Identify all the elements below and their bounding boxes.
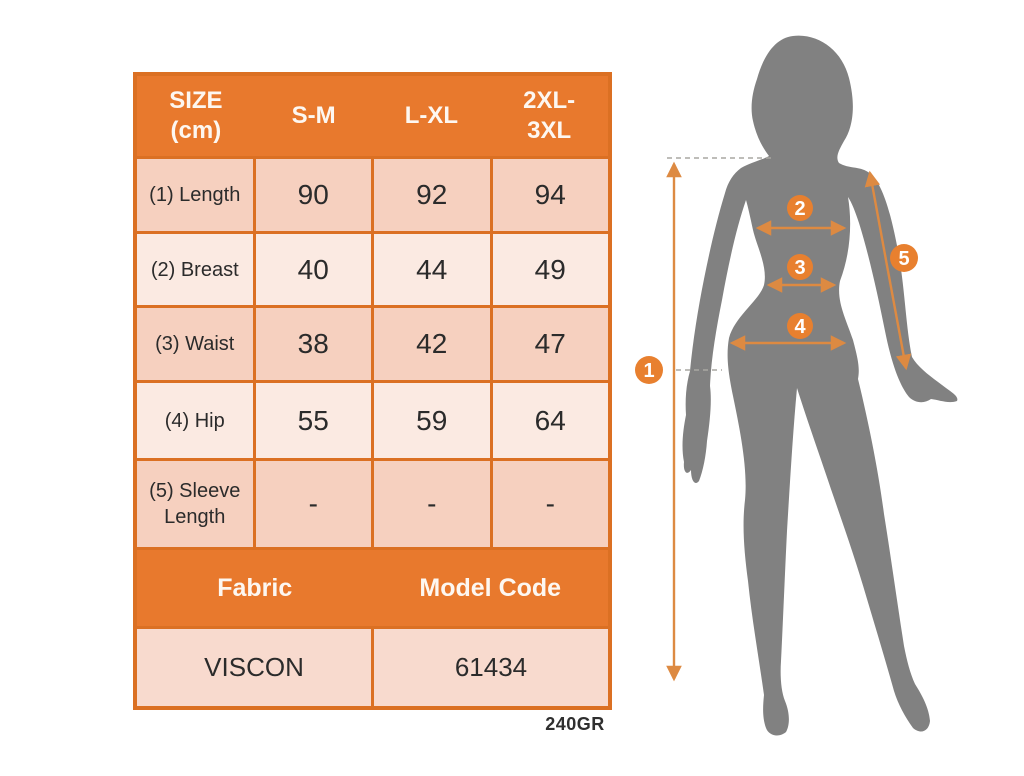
weight-note: 240GR	[545, 714, 605, 734]
row-label-breast: (2) Breast	[137, 234, 253, 305]
measure-marker-4	[787, 313, 813, 339]
svg-text:2: 2	[794, 198, 806, 221]
body-silhouette	[683, 36, 958, 736]
measurement-value: 59	[374, 383, 490, 458]
model-code-header-label: Model Code	[419, 573, 562, 602]
measure-marker-5	[890, 244, 918, 272]
measurement-value: -	[256, 461, 372, 547]
measure-marker-1	[635, 356, 663, 384]
row-label-hip: (4) Hip	[137, 383, 253, 458]
fabric-value: VISCON	[137, 629, 371, 706]
col-header-size: SIZE (cm)	[169, 87, 223, 144]
row-label-sleeve-length: (5) Sleeve Length	[137, 461, 253, 547]
table-header-row	[137, 76, 608, 156]
measurement-value: 42	[374, 308, 490, 380]
svg-text:1: 1	[643, 360, 655, 383]
col-header-sm: S-M	[291, 102, 336, 129]
measurement-value: 92	[374, 159, 490, 231]
measurement-value: 90	[256, 159, 372, 231]
table-footer-header-row	[137, 550, 608, 626]
model-code-value: 61434	[374, 629, 608, 706]
measurement-value: -	[493, 461, 609, 547]
size-table	[133, 72, 612, 710]
col-header-lxl: L-XL	[404, 102, 459, 129]
measurement-value: 47	[493, 308, 609, 380]
fabric-header-label: Fabric	[217, 573, 293, 602]
svg-text:4: 4	[794, 316, 806, 339]
row-label-waist: (3) Waist	[137, 308, 253, 380]
measurement-value: 38	[256, 308, 372, 380]
measurement-value: 44	[374, 234, 490, 305]
row-label-length: (1) Length	[137, 159, 253, 231]
measurement-value: 55	[256, 383, 372, 458]
measure-marker-3	[787, 254, 813, 280]
svg-text:5: 5	[898, 248, 910, 271]
measurement-value: 64	[493, 383, 609, 458]
col-header-2xl3xl: 2XL-3XL	[523, 87, 576, 144]
measurement-value: 94	[493, 159, 609, 231]
measurement-value: 49	[493, 234, 609, 305]
measure-marker-2	[787, 195, 813, 221]
measurement-value: -	[374, 461, 490, 547]
measurement-figure	[600, 18, 1020, 762]
svg-text:3: 3	[794, 257, 806, 280]
measurement-value: 40	[256, 234, 372, 305]
